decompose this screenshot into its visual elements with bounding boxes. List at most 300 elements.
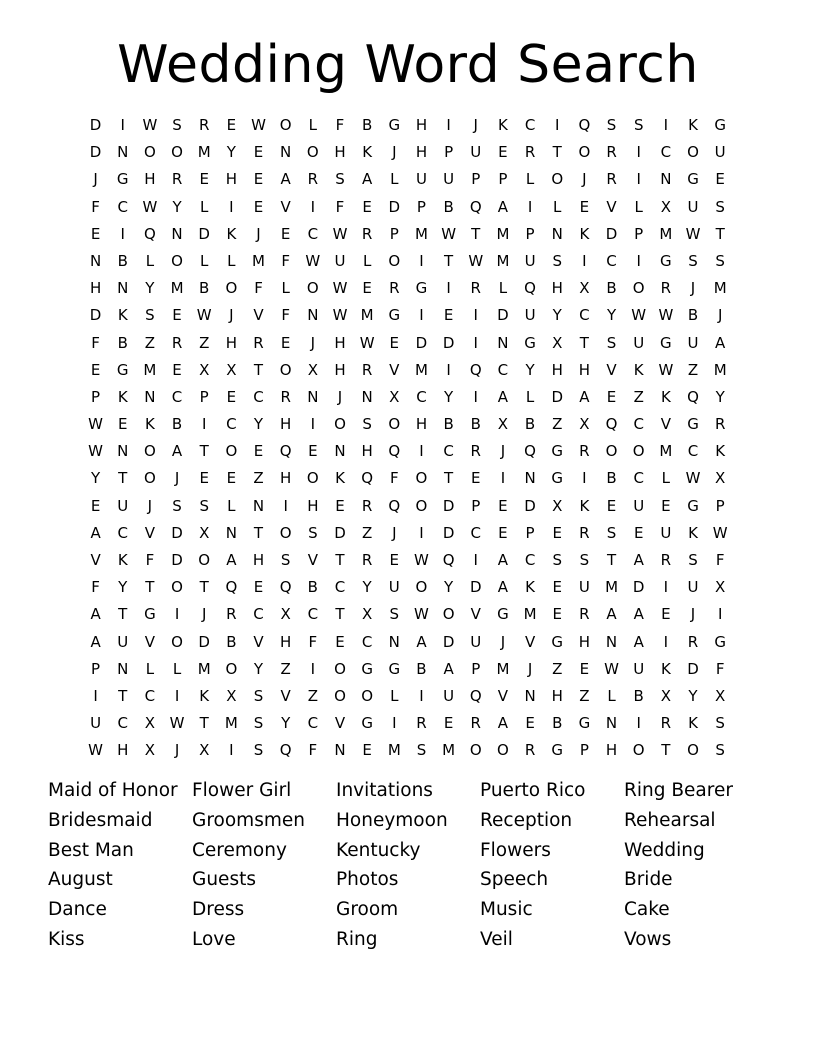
grid-letter: Q bbox=[605, 415, 618, 434]
grid-letter: R bbox=[687, 632, 699, 651]
grid-letter: I bbox=[473, 306, 478, 325]
grid-letter: J bbox=[690, 605, 696, 624]
word-list-item: Veil bbox=[480, 928, 513, 950]
grid-letter: R bbox=[280, 387, 291, 406]
grid-letter: K bbox=[715, 442, 726, 461]
word-list-item: Ring bbox=[336, 928, 378, 950]
grid-letter: P bbox=[525, 224, 535, 243]
grid-letter: J bbox=[690, 279, 696, 298]
grid-row bbox=[82, 139, 734, 166]
grid-letter: I bbox=[636, 251, 641, 270]
grid-letter: H bbox=[252, 551, 265, 569]
grid-letter: N bbox=[605, 632, 618, 651]
grid-letter: Q bbox=[388, 442, 401, 461]
grid-letter: I bbox=[229, 197, 234, 216]
grid-letter: R bbox=[361, 224, 373, 243]
grid-letter: O bbox=[632, 442, 645, 461]
grid-letter: V bbox=[606, 360, 617, 379]
grid-letter: G bbox=[388, 659, 401, 678]
grid-letter: D bbox=[415, 333, 428, 352]
grid-letter: K bbox=[117, 306, 128, 325]
grid-letter: E bbox=[253, 442, 264, 461]
grid-letter: I bbox=[446, 116, 451, 134]
grid-letter: S bbox=[362, 415, 372, 434]
grid-letter: S bbox=[335, 170, 345, 189]
grid-letter: E bbox=[606, 387, 617, 406]
grid-letter: H bbox=[578, 632, 591, 651]
word-list-item: Ceremony bbox=[192, 839, 287, 861]
grid-letter: V bbox=[334, 714, 346, 733]
grid-letter: T bbox=[579, 333, 589, 352]
grid-row bbox=[82, 438, 734, 465]
grid-letter: V bbox=[524, 632, 536, 651]
grid-letter: W bbox=[305, 251, 321, 270]
grid-letter: M bbox=[659, 442, 673, 461]
grid-letter: O bbox=[632, 279, 645, 298]
grid-letter: D bbox=[687, 659, 699, 678]
word-list-item: Photos bbox=[336, 869, 399, 891]
grid-letter: X bbox=[280, 605, 291, 624]
grid-letter: U bbox=[90, 714, 102, 733]
grid-letter: K bbox=[199, 686, 210, 705]
grid-letter: C bbox=[117, 714, 128, 733]
grid-letter: M bbox=[252, 251, 265, 270]
grid-letter: S bbox=[253, 714, 264, 733]
grid-letter: J bbox=[717, 306, 723, 325]
grid-letter: B bbox=[443, 415, 454, 434]
grid-letter: V bbox=[280, 197, 291, 216]
grid-letter: E bbox=[389, 551, 400, 569]
grid-letter: E bbox=[117, 415, 128, 434]
grid-letter: O bbox=[415, 578, 428, 597]
grid-letter: P bbox=[715, 496, 725, 515]
word-list-item: Kentucky bbox=[336, 839, 421, 861]
grid-letter: D bbox=[605, 224, 618, 243]
grid-letter: E bbox=[253, 143, 264, 162]
grid-letter: E bbox=[226, 469, 237, 488]
grid-letter: S bbox=[715, 197, 725, 216]
grid-letter: P bbox=[471, 170, 481, 189]
grid-letter: P bbox=[91, 387, 101, 406]
word-list-item: Puerto Rico bbox=[480, 780, 586, 801]
grid-letter: X bbox=[715, 469, 726, 488]
grid-letter: O bbox=[225, 442, 238, 461]
grid-letter: C bbox=[443, 442, 454, 461]
grid-letter: X bbox=[199, 360, 210, 379]
grid-letter: W bbox=[658, 360, 674, 379]
grid-letter: K bbox=[362, 143, 373, 162]
grid-letter: I bbox=[120, 224, 125, 243]
grid-letter: E bbox=[90, 360, 101, 379]
grid-letter: M bbox=[224, 714, 238, 733]
grid-letter: T bbox=[552, 143, 562, 162]
grid-letter: C bbox=[117, 197, 128, 216]
grid-letter: W bbox=[88, 741, 103, 760]
grid-letter: E bbox=[90, 224, 101, 243]
grid-letter: R bbox=[470, 442, 481, 461]
grid-letter: L bbox=[227, 251, 236, 270]
grid-letter: Y bbox=[444, 387, 454, 406]
grid-letter: I bbox=[636, 143, 641, 162]
grid-letter: T bbox=[199, 578, 209, 597]
grid-letter: L bbox=[553, 197, 562, 216]
grid-letter: S bbox=[308, 523, 318, 542]
grid-letter: N bbox=[280, 143, 292, 162]
grid-letter: G bbox=[687, 170, 699, 189]
grid-letter: Q bbox=[687, 387, 699, 406]
grid-letter: K bbox=[688, 116, 698, 134]
grid-letter: X bbox=[552, 496, 563, 515]
grid-letter: S bbox=[552, 551, 562, 569]
grid-letter: O bbox=[632, 741, 645, 760]
grid-letter: R bbox=[470, 279, 481, 298]
grid-letter: H bbox=[280, 469, 292, 488]
grid-letter: O bbox=[334, 415, 346, 434]
grid-letter: Q bbox=[442, 551, 455, 569]
grid-letter: E bbox=[389, 333, 400, 352]
grid-letter: I bbox=[473, 333, 478, 352]
grid-letter: Y bbox=[281, 714, 291, 733]
grid-letter: N bbox=[361, 387, 373, 406]
grid-letter: E bbox=[579, 659, 590, 678]
grid-letter: Q bbox=[388, 496, 401, 515]
grid-row bbox=[82, 330, 734, 357]
grid-letter: Y bbox=[688, 686, 698, 705]
grid-letter: D bbox=[89, 143, 102, 162]
grid-letter: V bbox=[470, 605, 481, 624]
grid-letter: R bbox=[307, 170, 319, 189]
word-list-item: Vows bbox=[624, 928, 672, 950]
grid-letter: O bbox=[361, 686, 374, 705]
grid-letter: O bbox=[442, 605, 455, 624]
grid-letter: Y bbox=[253, 415, 264, 434]
grid-letter: U bbox=[470, 632, 482, 651]
grid-letter: L bbox=[308, 116, 317, 134]
grid-letter: H bbox=[361, 442, 373, 461]
grid-letter: C bbox=[307, 714, 319, 733]
grid-letter: I bbox=[201, 415, 207, 434]
page-title: Wedding Word Search bbox=[117, 35, 699, 95]
grid-letter: W bbox=[142, 197, 158, 216]
grid-letter: S bbox=[606, 523, 617, 542]
grid-letter: E bbox=[579, 197, 590, 216]
grid-letter: L bbox=[200, 251, 209, 270]
grid-letter: Z bbox=[552, 659, 563, 678]
grid-letter: Q bbox=[524, 442, 536, 461]
grid-letter: P bbox=[444, 143, 454, 162]
grid-letter: C bbox=[524, 551, 536, 569]
grid-letter: G bbox=[687, 496, 699, 515]
grid-letter: G bbox=[714, 116, 726, 134]
grid-letter: C bbox=[334, 578, 346, 597]
grid-letter: D bbox=[89, 116, 102, 134]
grid-letter: S bbox=[253, 686, 264, 705]
grid-letter: H bbox=[225, 333, 237, 352]
grid-letter: D bbox=[497, 306, 509, 325]
grid-letter: Q bbox=[279, 578, 292, 597]
grid-letter: C bbox=[470, 523, 481, 542]
grid-letter: D bbox=[632, 578, 645, 597]
grid-row bbox=[82, 411, 734, 438]
grid-letter: R bbox=[198, 116, 210, 134]
grid-letter: A bbox=[633, 605, 644, 624]
grid-letter: X bbox=[226, 360, 237, 379]
grid-letter: U bbox=[524, 251, 536, 270]
grid-letter: E bbox=[280, 224, 291, 243]
grid-letter: F bbox=[145, 551, 155, 569]
grid-letter: E bbox=[280, 333, 291, 352]
grid-letter: X bbox=[579, 415, 590, 434]
grid-letter: C bbox=[253, 605, 264, 624]
grid-letter: W bbox=[88, 442, 103, 461]
grid-letter: W bbox=[604, 659, 619, 678]
grid-letter: C bbox=[171, 387, 183, 406]
grid-letter: R bbox=[470, 714, 481, 733]
grid-letter: R bbox=[524, 741, 536, 760]
grid-letter: X bbox=[660, 197, 671, 216]
grid-letter: Z bbox=[552, 415, 563, 434]
grid-letter: O bbox=[306, 279, 319, 298]
grid-letter: D bbox=[442, 333, 455, 352]
grid-letter: E bbox=[90, 496, 101, 515]
grid-letter: S bbox=[715, 714, 725, 733]
grid-letter: U bbox=[415, 170, 427, 189]
grid-letter: U bbox=[687, 197, 699, 216]
grid-row bbox=[82, 112, 734, 139]
grid-letter: Y bbox=[525, 360, 535, 379]
grid-letter: J bbox=[174, 469, 180, 488]
grid-letter: A bbox=[280, 170, 291, 189]
grid-letter: U bbox=[524, 306, 536, 325]
grid-letter: K bbox=[660, 387, 671, 406]
grid-letter: X bbox=[307, 360, 318, 379]
grid-letter: D bbox=[171, 551, 183, 569]
grid-letter: K bbox=[498, 116, 508, 134]
grid-letter: I bbox=[582, 251, 587, 270]
grid-row bbox=[82, 601, 734, 628]
grid-letter: E bbox=[715, 170, 725, 189]
grid-letter: R bbox=[361, 360, 373, 379]
grid-letter: K bbox=[660, 659, 671, 678]
grid-letter: W bbox=[658, 306, 674, 325]
grid-letter: C bbox=[117, 523, 128, 542]
grid-letter: E bbox=[525, 714, 535, 733]
grid-letter: B bbox=[524, 415, 536, 434]
grid-letter: Q bbox=[279, 442, 292, 461]
grid-letter: P bbox=[416, 197, 426, 216]
word-list-item: Ring Bearer bbox=[624, 780, 733, 801]
grid-letter: I bbox=[473, 387, 478, 406]
word-list-item: Dress bbox=[192, 899, 245, 921]
grid-letter: T bbox=[661, 741, 671, 760]
grid-letter: E bbox=[498, 523, 508, 542]
grid-letter: W bbox=[712, 523, 728, 542]
grid-letter: L bbox=[498, 279, 508, 298]
grid-letter: R bbox=[171, 170, 183, 189]
grid-letter: T bbox=[335, 551, 345, 569]
grid-letter: Y bbox=[90, 469, 101, 488]
grid-letter: J bbox=[174, 741, 180, 760]
grid-letter: E bbox=[335, 496, 345, 515]
grid-letter: W bbox=[332, 306, 348, 325]
grid-letter: H bbox=[415, 116, 428, 134]
grid-letter: C bbox=[226, 415, 237, 434]
grid-letter: R bbox=[606, 170, 617, 189]
grid-letter: A bbox=[497, 714, 509, 733]
grid-letter: H bbox=[117, 741, 129, 760]
grid-letter: V bbox=[660, 415, 671, 434]
grid-letter: Q bbox=[469, 360, 482, 379]
grid-letter: W bbox=[414, 605, 429, 624]
grid-letter: A bbox=[715, 333, 726, 352]
grid-letter: E bbox=[498, 143, 508, 162]
grid-letter: I bbox=[419, 686, 424, 705]
grid-letter: F bbox=[715, 551, 725, 569]
grid-letter: O bbox=[415, 469, 428, 488]
grid-letter: I bbox=[555, 116, 560, 134]
grid-letter: F bbox=[308, 741, 318, 760]
grid-letter: L bbox=[390, 170, 399, 189]
grid-letter: N bbox=[252, 496, 265, 515]
grid-letter: W bbox=[196, 306, 212, 325]
grid-letter: Y bbox=[253, 659, 264, 678]
grid-letter: R bbox=[579, 442, 590, 461]
grid-letter: A bbox=[90, 605, 101, 624]
grid-letter: R bbox=[171, 333, 183, 352]
word-list-item: Music bbox=[480, 899, 533, 921]
grid-letter: G bbox=[116, 360, 129, 379]
grid-letter: E bbox=[253, 170, 264, 189]
grid-letter: R bbox=[660, 551, 672, 569]
grid-letter: P bbox=[498, 170, 508, 189]
grid-letter: R bbox=[361, 551, 373, 569]
grid-letter: E bbox=[362, 741, 372, 760]
grid-letter: Q bbox=[225, 578, 238, 597]
grid-letter: O bbox=[143, 442, 156, 461]
word-list-item: Rehearsal bbox=[624, 809, 716, 831]
grid-letter: T bbox=[471, 224, 481, 243]
grid-letter: I bbox=[310, 197, 316, 216]
grid-letter: I bbox=[310, 659, 316, 678]
grid-letter: M bbox=[442, 741, 456, 760]
grid-letter: C bbox=[307, 605, 319, 624]
grid-letter: D bbox=[198, 224, 210, 243]
grid-letter: O bbox=[171, 578, 183, 597]
grid-letter: W bbox=[685, 224, 701, 243]
grid-letter: T bbox=[145, 578, 155, 597]
grid-letter: U bbox=[470, 143, 482, 162]
grid-letter: S bbox=[253, 741, 264, 760]
grid-letter: S bbox=[172, 496, 182, 515]
grid-letter: O bbox=[171, 143, 183, 162]
grid-letter: D bbox=[198, 632, 210, 651]
grid-letter: C bbox=[497, 360, 509, 379]
grid-letter: E bbox=[362, 279, 372, 298]
grid-letter: V bbox=[90, 551, 101, 569]
grid-letter: O bbox=[334, 659, 346, 678]
grid-letter: X bbox=[144, 741, 156, 760]
grid-letter: E bbox=[498, 496, 508, 515]
grid-letter: E bbox=[633, 523, 644, 542]
grid-letter: F bbox=[308, 632, 318, 651]
grid-letter: Q bbox=[143, 224, 156, 243]
grid-letter: J bbox=[147, 496, 153, 515]
grid-letter: H bbox=[415, 415, 428, 434]
grid-letter: X bbox=[715, 578, 726, 597]
grid-letter: S bbox=[552, 251, 562, 270]
grid-letter: X bbox=[497, 415, 509, 434]
grid-letter: F bbox=[335, 197, 345, 216]
grid-letter: H bbox=[578, 360, 591, 379]
word-list-item: Groom bbox=[336, 899, 399, 921]
grid-letter: C bbox=[307, 224, 319, 243]
grid-letter: Y bbox=[226, 143, 236, 162]
grid-letter: B bbox=[687, 306, 699, 325]
word-list-item: Bridesmaid bbox=[48, 809, 153, 831]
grid-letter: L bbox=[525, 387, 535, 406]
grid-letter: L bbox=[525, 170, 535, 189]
grid-letter: N bbox=[117, 279, 129, 298]
grid-letter: W bbox=[414, 551, 429, 569]
grid-letter: S bbox=[688, 551, 698, 569]
grid-letter: G bbox=[144, 605, 156, 624]
grid-letter: T bbox=[606, 551, 617, 569]
grid-letter: D bbox=[388, 197, 401, 216]
grid-letter: F bbox=[91, 197, 100, 216]
grid-letter: V bbox=[606, 197, 617, 216]
grid-row bbox=[82, 248, 734, 275]
grid-letter: T bbox=[118, 686, 128, 705]
grid-row bbox=[82, 166, 734, 193]
grid-letter: I bbox=[310, 415, 316, 434]
grid-letter: Z bbox=[633, 387, 644, 406]
grid-letter: J bbox=[500, 632, 506, 651]
grid-letter: V bbox=[280, 686, 291, 705]
grid-letter: K bbox=[688, 523, 698, 542]
grid-letter: T bbox=[253, 360, 264, 379]
grid-letter: G bbox=[524, 333, 536, 352]
grid-letter: G bbox=[551, 632, 564, 651]
grid-letter: H bbox=[551, 279, 563, 298]
grid-letter: F bbox=[254, 279, 263, 298]
grid-letter: S bbox=[416, 741, 427, 760]
grid-letter: S bbox=[633, 116, 644, 134]
grid-letter: B bbox=[633, 686, 644, 705]
grid-letter: A bbox=[497, 387, 509, 406]
grid-letter: I bbox=[174, 605, 180, 624]
grid-letter: R bbox=[389, 279, 400, 298]
grid-letter: P bbox=[91, 659, 101, 678]
grid-letter: O bbox=[605, 442, 618, 461]
grid-letter: J bbox=[229, 306, 234, 325]
word-list-item: Kiss bbox=[48, 928, 85, 950]
grid-letter: I bbox=[120, 116, 125, 134]
grid-letter: C bbox=[633, 415, 644, 434]
grid-row bbox=[82, 384, 734, 411]
grid-letter: S bbox=[199, 496, 209, 515]
word-list-item: Dance bbox=[48, 899, 107, 921]
grid-letter: U bbox=[117, 496, 129, 515]
grid-row bbox=[82, 547, 734, 574]
grid-letter: I bbox=[229, 741, 234, 760]
grid-letter: I bbox=[527, 197, 533, 216]
grid-letter: R bbox=[253, 333, 264, 352]
grid-letter: N bbox=[117, 143, 129, 162]
grid-letter: S bbox=[606, 116, 617, 134]
grid-letter: Y bbox=[552, 306, 562, 325]
grid-letter: N bbox=[334, 741, 346, 760]
grid-letter: I bbox=[582, 469, 587, 488]
